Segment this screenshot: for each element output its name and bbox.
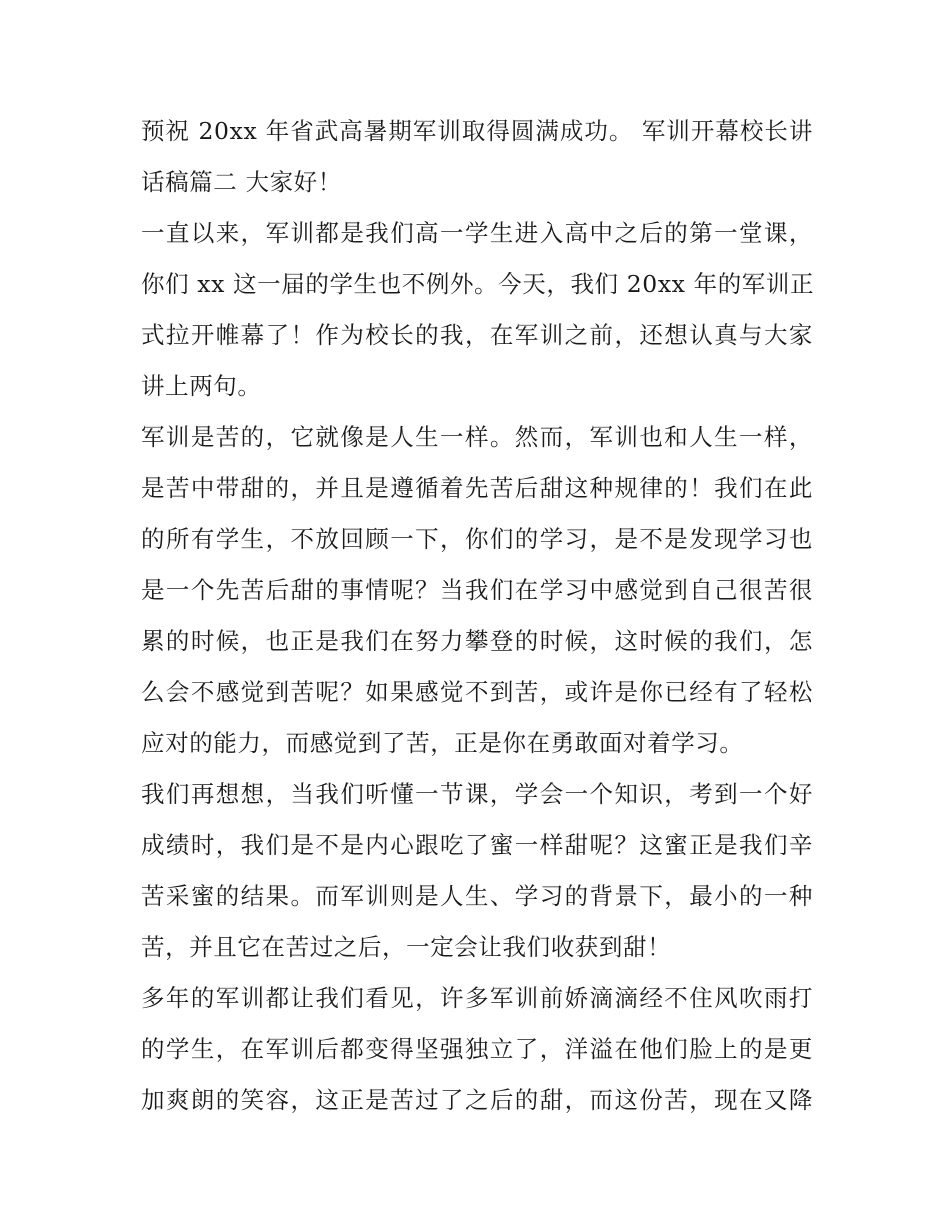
text-line: 的所有学生，不放回顾一下，你们的学习，是不是发现学习也 (141, 525, 813, 553)
text-line: 一直以来，军训都是我们高一学生进入高中之后的第一堂课， (141, 219, 813, 247)
text-line: 应对的能力，而感觉到了苦，正是你在勇敢面对着学习。 (141, 729, 744, 757)
text-line: 我们再想想，当我们听懂一节课，学会一个知识，考到一个好 (141, 780, 813, 808)
text-line: 成绩时，我们是不是内心跟吃了蜜一样甜呢？这蜜正是我们辛 (141, 831, 813, 859)
text-line: 军训是苦的，它就像是人生一样。然而，军训也和人生一样， (141, 423, 813, 451)
text-line: 讲上两句。 (141, 372, 262, 400)
text-line: 你们 xx 这一届的学生也不例外。今天，我们 20xx 年的军训正 (141, 270, 815, 298)
text-line: 苦采蜜的结果。而军训则是人生、学习的背景下，最小的一种 (141, 882, 813, 910)
text-line: 式拉开帷幕了！作为校长的我，在军训之前，还想认真与大家 (141, 321, 813, 349)
text-line: 是苦中带甜的，并且是遵循着先苦后甜这种规律的！我们在此 (141, 474, 813, 502)
text-line: 么会不感觉到苦呢？如果感觉不到苦，或许是你已经有了轻松 (141, 678, 813, 706)
text-line: 加爽朗的笑容，这正是苦过了之后的甜，而这份苦，现在又降 (141, 1086, 813, 1114)
text-line: 话稿篇二 大家好！ (141, 168, 342, 196)
text-line: 的学生，在军训后都变得坚强独立了，洋溢在他们脸上的是更 (141, 1035, 813, 1063)
text-line: 预祝 20xx 年省武高暑期军训取得圆满成功。 军训开幕校长讲 (141, 117, 813, 145)
text-line: 多年的军训都让我们看见，许多军训前娇滴滴经不住风吹雨打 (141, 984, 813, 1012)
body-text (141, 106, 813, 1126)
text-line: 苦，并且它在苦过之后，一定会让我们收获到甜！ (141, 933, 672, 961)
text-line: 是一个先苦后甜的事情呢？当我们在学习中感觉到自己很苦很 (141, 576, 813, 604)
text-line: 累的时候，也正是我们在努力攀登的时候，这时候的我们，怎 (141, 627, 813, 655)
